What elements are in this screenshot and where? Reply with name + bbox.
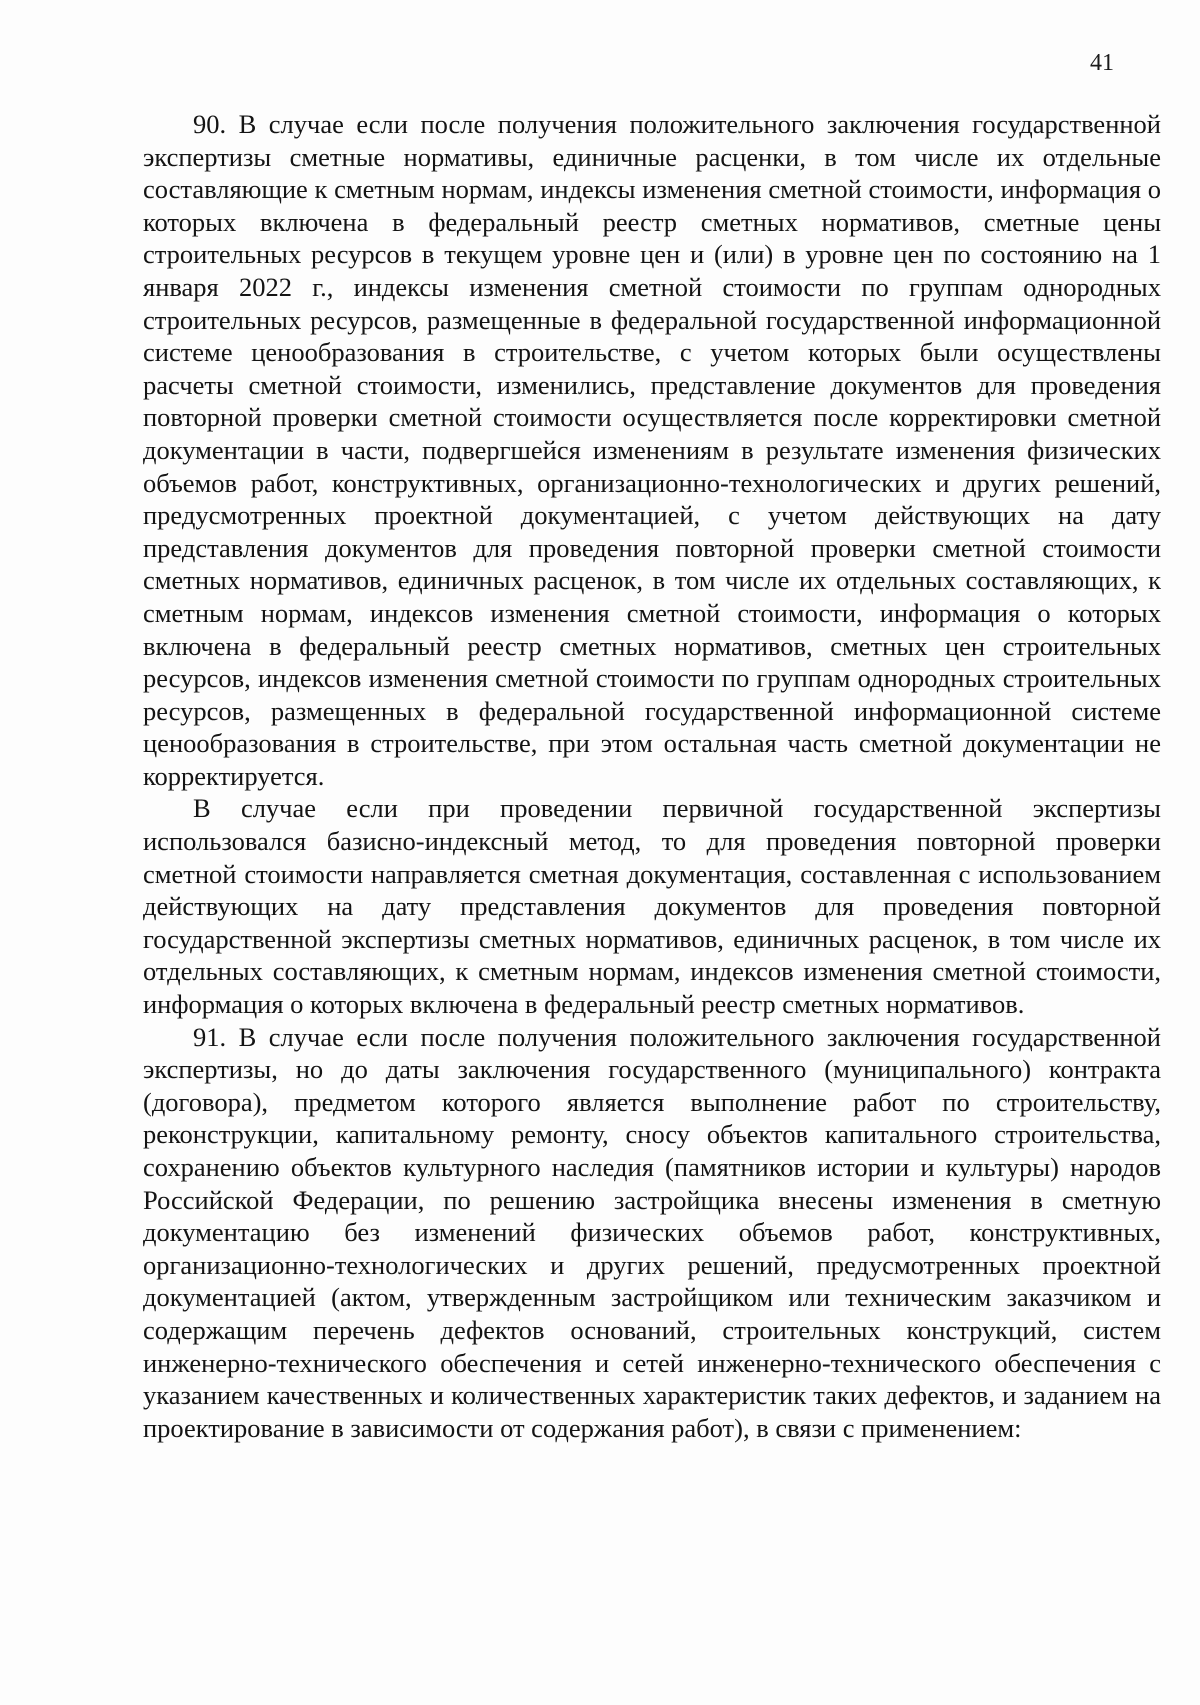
- document-body: [143, 108, 1161, 1444]
- paragraph-91: 91. В случае если после получения положительного заключения государственной экспертизы, но до даты заключения государственного (муниципального) контракта (договора), предметом которого является выполнение работ по строительству, реконструкции, капитальному ремонту, сносу объектов капитального строительства, сохранению объектов культурного наследия (памятников истории и культуры) народов Российской Федерации, по решению застройщика внесены изменения в сметную документацию без изменений физических объемов работ, конструктивных, организационно-технологических и других решений, предусмотренных проектной документацией (актом, утвержденным застройщиком или техническим заказчиком и содержащим перечень дефектов оснований, строительных конструкций, систем инженерно-технического обеспечения и сетей инженерно-технического обеспечения с указанием качественных и количественных характеристик таких дефектов, и заданием на проектирование в зависимости от содержания работ), в связи с применением:: [143, 1021, 1161, 1443]
- paragraph-90: 90. В случае если после получения положительного заключения государственной экспертизы сметные нормативы, единичные расценки, в том числе их отдельные составляющие к сметным нормам, индексы изменения сметной стоимости, информация о которых включена в федеральный реестр сметных нормативов, сметные цены строительных ресурсов в текущем уровне цен и (или) в уровне цен по состоянию на 1 января 2022 г., индексы изменения сметной стоимости по группам однородных строительных ресурсов, размещенные в федеральной государственной информационной системе ценообразования в строительстве, с учетом которых были осуществлены расчеты сметной стоимости, изменились, представление документов для проведения повторной проверки сметной стоимости осуществляется после корректировки сметной документации в части, подвергшейся изменениям в результате изменения физических объемов работ, конструктивных, организационно-технологических и других решений, предусмотренных проектной документацией, с учетом действующих на дату представления документов для проведения повторной проверки сметной стоимости сметных нормативов, единичных расценок, в том числе их отдельных составляющих, к сметным нормам, индексов изменения сметной стоимости, информация о которых включена в федеральный реестр сметных нормативов, сметных цен строительных ресурсов, индексов изменения сметной стоимости по группам однородных строительных ресурсов, размещенных в федеральной государственной информационной системе ценообразования в строительстве, при этом остальная часть сметной документации не корректируется.: [143, 109, 1161, 791]
- page-number: 41: [1090, 50, 1114, 76]
- paragraph-basis-index: В случае если при проведении первичной государственной экспертизы использовался базисно-индексный метод, то для проведения повторной проверки сметной стоимости направляется сметная документация, составленная с использованием действующих на дату представления документов для проведения повторной государственной экспертизы сметных нормативов, единичных расценок, в том числе их отдельных составляющих, к сметным нормам, индексов изменения сметной стоимости, информация о которых включена в федеральный реестр сметных нормативов.: [143, 793, 1161, 1020]
